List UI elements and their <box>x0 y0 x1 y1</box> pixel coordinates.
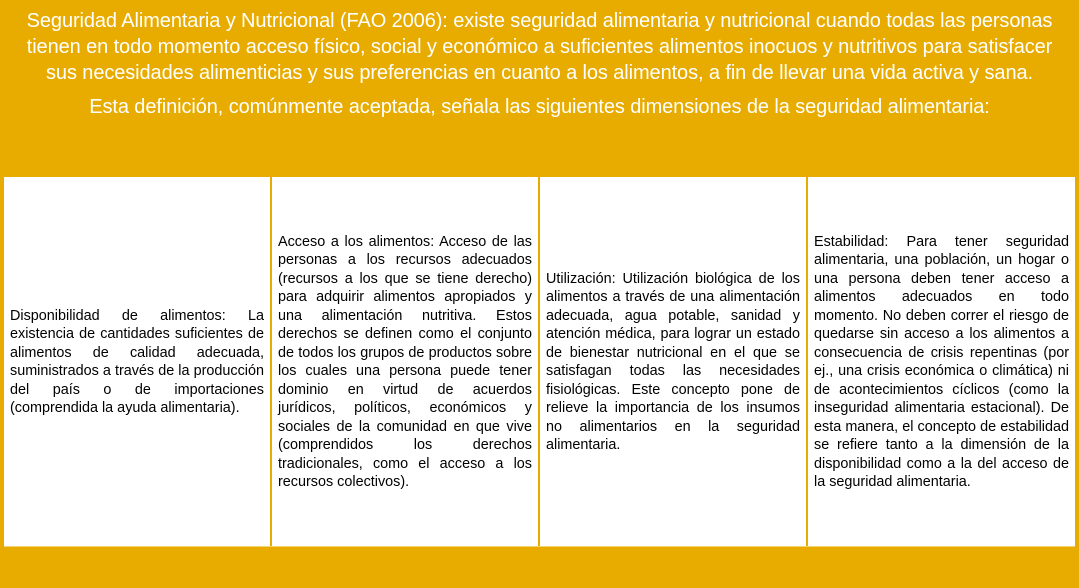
dimensions-intro: Esta definición, comúnmente aceptada, señala las siguientes dimensiones de la seguridad alimentaria: <box>89 96 990 118</box>
footer-band <box>4 546 1075 585</box>
dimension-stability-text: Estabilidad: Para tener seguridad alimentaria, una población, un hogar o una persona deben tener acceso a alimentos adecuados en todo momento. No deben correr el riesgo de quedarse sin acceso a los alimentos a consecuencia de crisis repentinas (por ej., una crisis económica o climática) ni de acontecimientos cíclicos (como la inseguridad alimentaria estacional). De esta manera, el concepto de estabilidad se refiere tanto a la dimensión de la disponibilidad como a la del acceso de la seguridad alimentaria. <box>814 233 1069 490</box>
dimension-stability-cell <box>808 177 1075 547</box>
dimension-access-cell <box>272 177 540 547</box>
fao-definition: Seguridad Alimentaria y Nutricional (FAO 2006): existe seguridad alimentaria y nutricional cuando todas las personas tienen en todo momento acceso físico, social y económico a suficientes alimentos inocuos y nutritivos para satisfacer sus necesidades alimenticias y sus preferencias en cuanto a los alimentos, a fin de llevar una vida activa y sana. <box>26 10 1053 84</box>
dimension-availability-text: Disponibilidad de alimentos: La existencia de cantidades suficientes de alimentos de calidad adecuada, suministrados a través de la producción del país o de importaciones (comprendida la ayuda alimentaria). <box>10 307 264 416</box>
dimension-utilization-cell <box>540 177 808 547</box>
dimensions-table <box>4 176 1075 547</box>
dimension-access-text: Acceso a los alimentos: Acceso de las personas a los recursos adecuados (recursos a los que se tiene derecho) para adquirir alimentos apropiados y una alimentación nutritiva. Estos derechos se definen como el conjunto de todos los grupos de productos sobre los cuales una persona puede tener dominio en virtud de acuerdos jurídicos, políticos, económicos y sociales de la comunidad en que vive (comprendidos los derechos tradicionales, como el acceso a los recursos colectivos). <box>278 233 532 490</box>
dimension-utilization-text: Utilización: Utilización biológica de los alimentos a través de una alimentación adecuada, agua potable, sanidad y atención médica, para lograr un estado de bienestar nutricional en el que se satisfagan todas las necesidades fisiológicas. Este concepto pone de relieve la importancia de los insumos no alimentarios en la seguridad alimentaria. <box>546 270 800 453</box>
dimension-availability-cell <box>4 177 272 547</box>
header-banner <box>0 0 1079 176</box>
